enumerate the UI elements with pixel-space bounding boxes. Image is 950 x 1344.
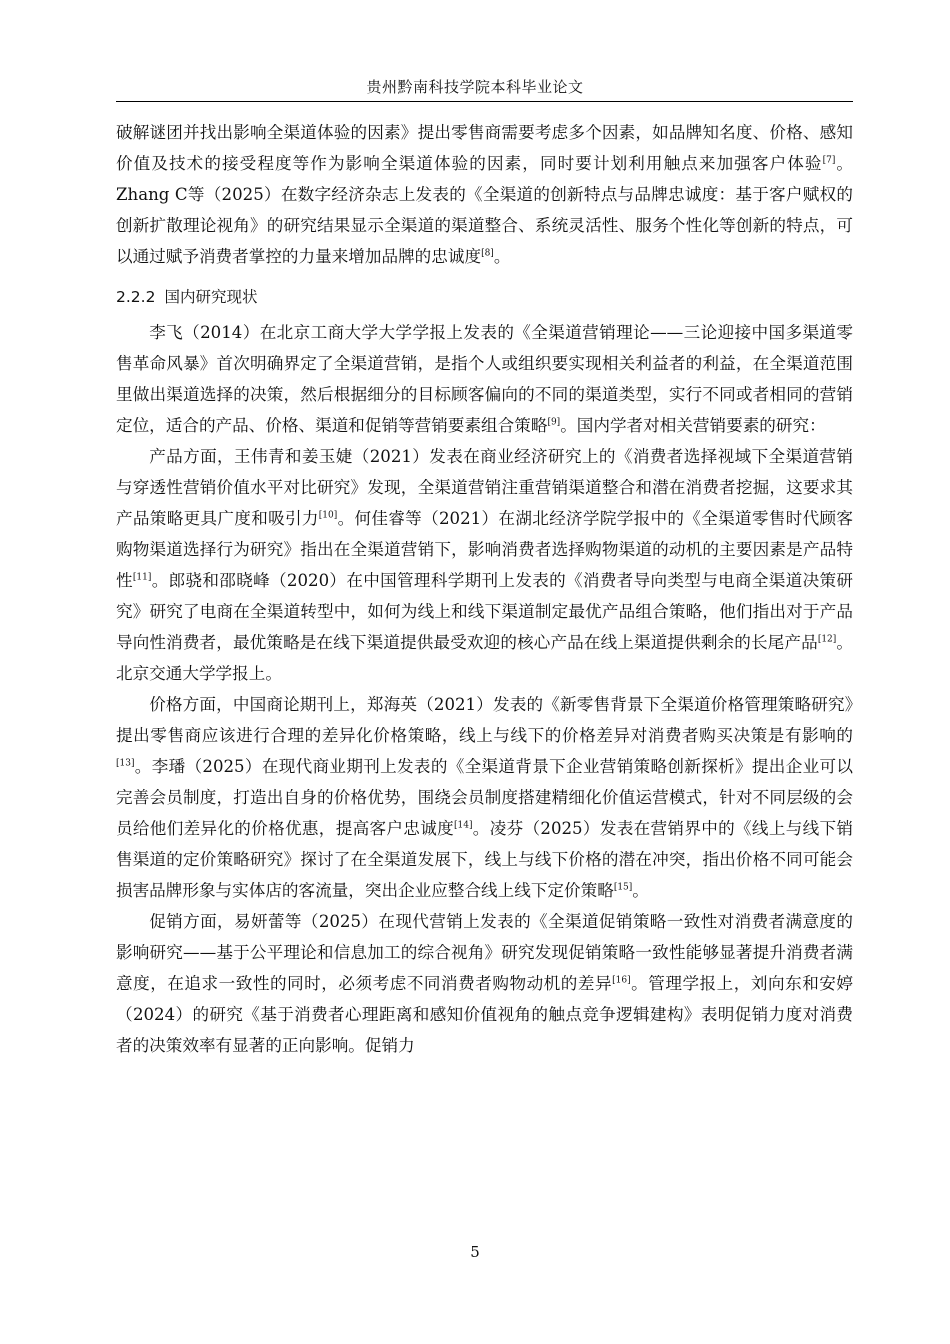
paragraph-text: 。何佳睿等（2021）在湖北经济学院学报中的《全渠道零售时代顾客购物渠道选择行为研究》指出在全渠道营销下，影响消费者选择购物渠道的动机的主要因素是产品特性 bbox=[116, 509, 853, 590]
body-paragraph bbox=[116, 906, 853, 1061]
paragraph-text: 。凌芬（2025）发表在营销界中的《线上与线下销售渠道的定价策略研究》探讨了在全渠道发展下，线上与线下价格的潜在冲突，指出价格不同可能会损害品牌形象与实体店的客流量，突出企业应整合线上线下定价策略 bbox=[116, 819, 854, 900]
section-title: 国内研究现状 bbox=[164, 288, 258, 306]
paragraph-text: 。李璠（2025）在现代商业期刊上发表的《全渠道背景下企业营销策略创新探析》提出企业可以完善会员制度，打造出自身的价格优势，围绕会员制度搭建精细化价值运营模式，针对不同层级的会员给他们差异化的价格优惠，提高客户忠诚度 bbox=[116, 757, 853, 838]
page-header-title: 贵州黔南科技学院本科毕业论文 bbox=[366, 78, 584, 96]
page-number: 5 bbox=[470, 1243, 480, 1261]
citation-ref: [7] bbox=[822, 155, 836, 166]
paragraph-text: 。 bbox=[493, 247, 511, 266]
paragraph-text: 。Zhang C等（2025）在数字经济杂志上发表的《全渠道的创新特点与品牌忠诚度：基于客户赋权的创新扩散理论视角》的研究结果显示全渠道的渠道整合、系统灵活性、服务个性化等创新的特点，可以通过赋予消费者掌控的力量来增加品牌的忠诚度 bbox=[116, 154, 854, 266]
paragraph-text: 。管理学报上，刘向东和安婷（2024）的研究《基于消费者心理距离和感知价值视角的触点竞争逻辑建构》表明促销力度对消费者的决策效率有显著的正向影响。促销力 bbox=[116, 974, 854, 1055]
citation-ref: [15] bbox=[613, 882, 633, 893]
body-paragraph bbox=[116, 317, 853, 441]
body-paragraph bbox=[116, 117, 853, 272]
body-paragraph bbox=[116, 689, 853, 906]
paragraph-text: 破解谜团并找出影响全渠道体验的因素》提出零售商需要考虑多个因素，如品牌知名度、价格、感知价值及技术的接受程度等作为影响全渠道体验的因素，同时要计划利用触点来加强客户体验 bbox=[116, 123, 853, 173]
body-after-section bbox=[116, 317, 853, 1061]
section-heading bbox=[116, 282, 853, 313]
citation-ref: [9] bbox=[547, 417, 561, 428]
section-number: 2.2.2 bbox=[116, 288, 156, 306]
citation-ref: [11] bbox=[132, 572, 152, 583]
paragraph-text: 。 bbox=[632, 881, 649, 900]
citation-ref: [12] bbox=[817, 634, 837, 645]
citation-ref: [14] bbox=[454, 820, 473, 831]
page-body bbox=[116, 117, 853, 1061]
paragraph-text: 李飞（2014）在北京工商大学大学学报上发表的《全渠道营销理论——三论迎接中国多渠道零售革命风暴》首次明确界定了全渠道营销，是指个人或组织要实现相关利益者的利益，在全渠道范围里做出渠道选择的决策，然后根据细分的目标顾客偏向的不同的渠道类型，实行不同或者相同的营销定位，适合的产品、价格、渠道和促销等营销要素组合策略 bbox=[116, 323, 853, 435]
citation-ref: [10] bbox=[318, 510, 338, 521]
paragraph-text: 价格方面，中国商论期刊上，郑海英（2021）发表的《新零售背景下全渠道价格管理策略研究》提出零售商应该进行合理的差异化价格策略，线上与线下的价格差异对消费者购买决策是有影响的 bbox=[116, 695, 853, 745]
citation-ref: [16] bbox=[612, 975, 631, 986]
paragraph-text: 促销方面，易妍蕾等（2025）在现代营销上发表的《全渠道促销策略一致性对消费者满意度的影响研究——基于公平理论和信息加工的综合视角》研究发现促销策略一致性能够显著提升消费者满意度，在追求一致性的同时，必须考虑不同消费者购物动机的差异 bbox=[116, 912, 853, 993]
body-before-section bbox=[116, 117, 853, 272]
body-paragraph bbox=[116, 441, 853, 689]
paragraph-text: 。郎骁和邵晓峰（2020）在中国管理科学期刊上发表的《消费者导向类型与电商全渠道决策研究》研究了电商在全渠道转型中，如何为线上和线下渠道制定最优产品组合策略，他们指出对于产品导向性消费者，最优策略是在线下渠道提供最受欢迎的核心产品在线上渠道提供剩余的长尾产品 bbox=[116, 571, 853, 652]
header-rule bbox=[116, 101, 853, 102]
citation-ref: [13] bbox=[116, 758, 135, 769]
paragraph-text: 产品方面，王伟青和姜玉婕（2021）发表在商业经济研究上的《消费者选择视域下全渠道营销与穿透性营销价值水平对比研究》发现，全渠道营销注重营销渠道整合和潜在消费者挖掘，这要求其产品策略更具广度和吸引力 bbox=[116, 447, 853, 528]
paragraph-text: 。北京交通大学学报上。 bbox=[116, 633, 854, 683]
citation-ref: [8] bbox=[481, 248, 494, 259]
paragraph-text: 。国内学者对相关营销要素的研究： bbox=[560, 416, 826, 435]
